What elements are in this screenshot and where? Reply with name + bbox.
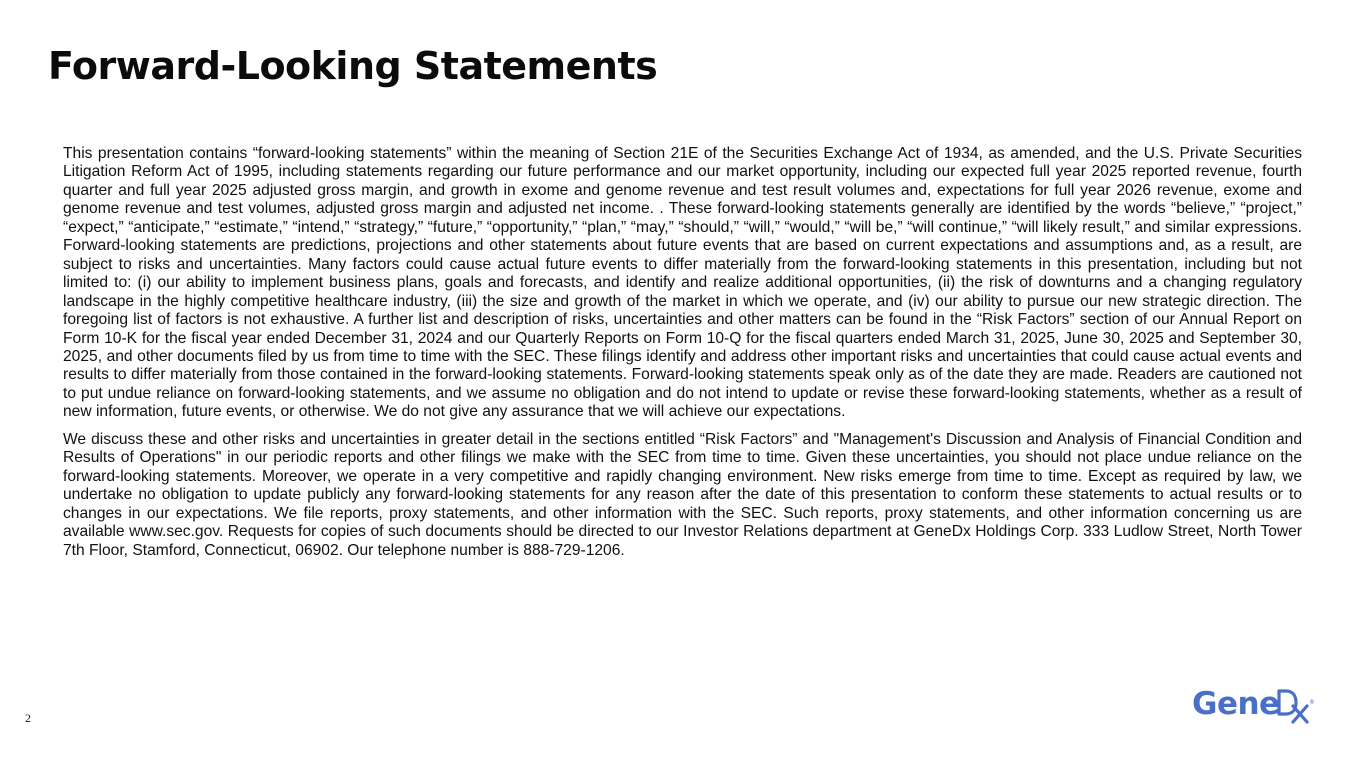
svg-text:Gene: Gene <box>1192 686 1280 722</box>
genedx-logo <box>1192 684 1322 724</box>
disclaimer-body <box>63 145 1302 569</box>
disclaimer-paragraph-2: We discuss these and other risks and uncertainties in greater detail in the sections entitled “Risk Factors” and "Management's Discussion and Analysis of Financial Condition and Results of Operations" in our periodic reports and other filings we make with the SEC from time to time. Given these uncertainties, you should not place undue reliance on the forward-looking statements. Moreover, we operate in a very competitive and rapidly changing environment. New risks emerge from time to time. Except as required by law, we undertake no obligation to update publicly any forward-looking statements for any reason after the date of this presentation to conform these statements to actual results or to changes in our expectations. We file reports, proxy statements, and other information with the SEC. Such reports, proxy statements, and other information concerning us are available www.sec.gov. Requests for copies of such documents should be directed to our Investor Relations department at GeneDx Holdings Corp. 333 Ludlow Street, North Tower 7th Floor, Stamford, Connecticut, 06902. Our telephone number is 888-729-1206. <box>63 430 1302 559</box>
disclaimer-paragraph-1: This presentation contains “forward-looking statements” within the meaning of Section 21E of the Securities Exchange Act of 1934, as amended, and the U.S. Private Securities Litigation Reform Act of 1995, including statements regarding our future performance and our market opportunity, including our expected full year 2025 reported revenue, fourth quarter and full year 2025 adjusted gross margin, and growth in exome and genome revenue and test result volumes and, expectations for full year 2026 revenue, exome and genome revenue and test volumes, adjusted gross margin and adjusted net income. . These forward-looking statements generally are identified by the words “believe,” “project,” “expect,” “anticipate,” “estimate,” “intend,” “strategy,” “future,” “opportunity,” “plan,” “may,” “should,” “will,” “would,” “will be,” “will continue,” “will likely result,” and similar expressions. Forward-looking statements are predictions, projections and other statements about future events that are based on current expectations and assumptions and, as a result, are subject to risks and uncertainties. Many factors could cause actual future events to differ materially from the forward-looking statements in this presentation, including but not limited to: (i) our ability to implement business plans, goals and forecasts, and identify and realize additional opportunities, (ii) the risk of downturns and a changing regulatory landscape in the highly competitive healthcare industry, (iii) the size and growth of the market in which we operate, and (iv) our ability to pursue our new strategic direction. The foregoing list of factors is not exhaustive. A further list and description of risks, uncertainties and other matters can be found in the “Risk Factors” section of our Annual Report on Form 10-K for the fiscal year ended December 31, 2024 and our Quarterly Reports on Form 10-Q for the fiscal quarters ended March 31, 2025, June 30, 2025 and September 30, 2025, and other documents filed by us from time to time with the SEC. These filings identify and address other important risks and uncertainties that could cause actual events and results to differ materially from those contained in the forward-looking statements. Forward-looking statements speak only as of the date they are made. Readers are cautioned not to put undue reliance on forward-looking statements, and we assume no obligation and do not intend to update or revise these forward-looking statements, whether as a result of new information, future events, or otherwise. We do not give any assurance that we will achieve our expectations. <box>63 145 1302 421</box>
page-title: Forward-Looking Statements <box>48 44 658 88</box>
svg-text:®: ® <box>1309 699 1315 706</box>
page-number: 2 <box>25 711 31 725</box>
